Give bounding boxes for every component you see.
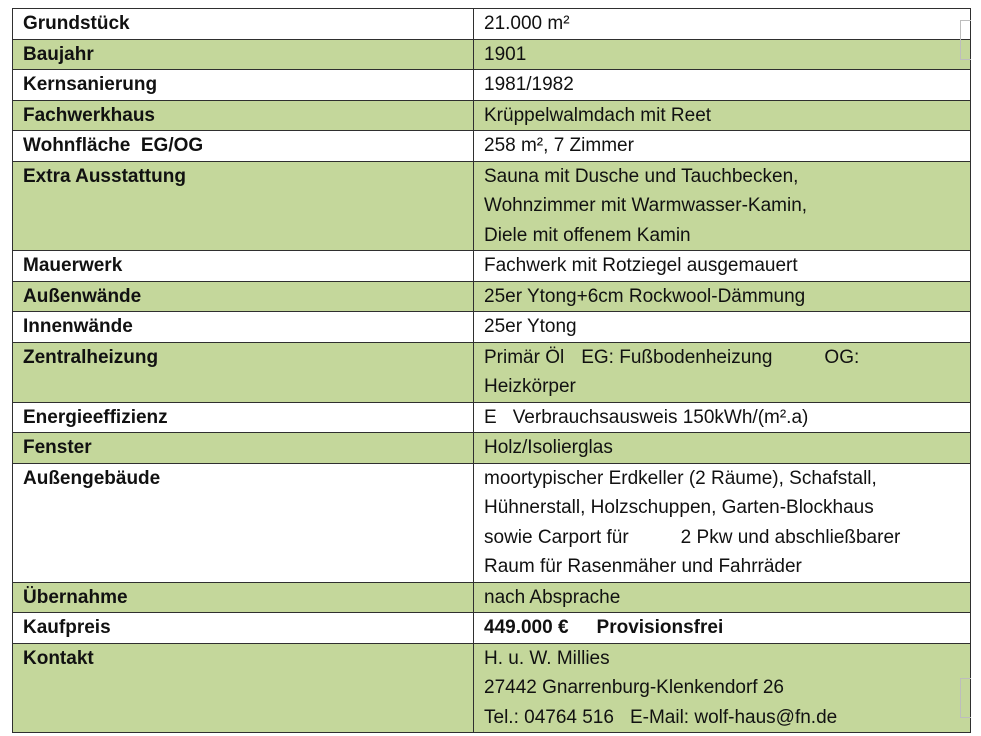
frame-corner-decoration xyxy=(960,678,971,718)
row-value: 21.000 m² xyxy=(474,9,971,40)
row-label: Mauerwerk xyxy=(13,251,474,282)
value-line xyxy=(484,523,960,553)
table-row xyxy=(13,433,971,464)
row-value: 25er Ytong xyxy=(474,312,971,343)
row-value xyxy=(474,402,971,433)
row-value xyxy=(474,463,971,582)
row-value xyxy=(474,643,971,733)
table-row xyxy=(13,251,971,282)
row-value: 25er Ytong+6cm Rockwool-Dämmung xyxy=(474,281,971,312)
row-value: Fachwerk mit Rotziegel ausgemauert xyxy=(474,251,971,282)
row-value: 258 m², 7 Zimmer xyxy=(474,131,971,162)
row-value: 1901 xyxy=(474,39,971,70)
table-row xyxy=(13,342,971,402)
row-value: Krüppelwalmdach mit Reet xyxy=(474,100,971,131)
value-line: moortypischer Erdkeller (2 Räume), Schafstall, xyxy=(484,467,877,489)
value-part: sowie Carport für xyxy=(484,526,629,548)
row-label: Außenwände xyxy=(13,281,474,312)
table-row xyxy=(13,161,971,251)
row-label: Kaufpreis xyxy=(13,613,474,644)
table-row xyxy=(13,70,971,101)
value-part: Verbrauchsausweis 150kWh/(m².a) xyxy=(512,406,809,428)
row-label: Übernahme xyxy=(13,582,474,613)
row-label: Innenwände xyxy=(13,312,474,343)
contact-address: 27442 Gnarrenburg-Klenkendorf 26 xyxy=(484,677,784,698)
contact-phone: Tel.: 04764 516 xyxy=(484,706,614,728)
value-line: Raum für Rasenmäher und Fahrräder xyxy=(484,556,802,577)
price-value: 449.000 € xyxy=(484,617,569,638)
value-part: E xyxy=(484,406,497,428)
value-line: Diele mit offenem Kamin xyxy=(484,224,691,246)
frame-corner-decoration xyxy=(960,20,971,60)
row-label: Wohnfläche EG/OG xyxy=(13,131,474,162)
value-line xyxy=(484,703,960,733)
table-row xyxy=(13,9,971,40)
row-label: Kernsanierung xyxy=(13,70,474,101)
row-value xyxy=(474,342,971,402)
table-row xyxy=(13,613,971,644)
row-label: Extra Ausstattung xyxy=(13,161,474,251)
row-label: Grundstück xyxy=(13,9,474,40)
value-part: OG: xyxy=(824,346,860,368)
row-label: Fenster xyxy=(13,433,474,464)
table-row xyxy=(13,281,971,312)
table-row xyxy=(13,131,971,162)
row-label: Zentralheizung xyxy=(13,342,474,402)
contact-email: E-Mail: wolf-haus@fn.de xyxy=(629,706,838,728)
table-row xyxy=(13,312,971,343)
value-part: 2 Pkw und abschließbarer xyxy=(680,526,901,548)
row-value: 1981/1982 xyxy=(474,70,971,101)
value-line: Sauna mit Dusche und Tauchbecken, xyxy=(484,165,799,187)
value-line xyxy=(484,343,960,373)
value-line: Heizkörper xyxy=(484,376,576,397)
table-row xyxy=(13,39,971,70)
contact-name: H. u. W. Millies xyxy=(484,647,610,669)
value-part: Primär Öl xyxy=(484,346,565,368)
property-table xyxy=(12,8,971,733)
table-row xyxy=(13,463,971,582)
table-row xyxy=(13,582,971,613)
row-value xyxy=(474,161,971,251)
row-label: Kontakt xyxy=(13,643,474,733)
table-row xyxy=(13,402,971,433)
row-label: Fachwerkhaus xyxy=(13,100,474,131)
row-label: Außengebäude xyxy=(13,463,474,582)
row-value: nach Absprache xyxy=(474,582,971,613)
value-part: EG: Fußbodenheizung xyxy=(581,346,773,368)
value-line: Wohnzimmer mit Warmwasser-Kamin, xyxy=(484,195,808,216)
row-value: Holz/Isolierglas xyxy=(474,433,971,464)
property-sheet xyxy=(12,8,971,733)
commission-note: Provisionsfrei xyxy=(596,617,724,638)
table-row xyxy=(13,643,971,733)
table-row xyxy=(13,100,971,131)
row-label: Energieeffizienz xyxy=(13,402,474,433)
row-value xyxy=(474,613,971,644)
row-label: Baujahr xyxy=(13,39,474,70)
value-line: Hühnerstall, Holzschuppen, Garten-Blockhaus xyxy=(484,497,874,518)
